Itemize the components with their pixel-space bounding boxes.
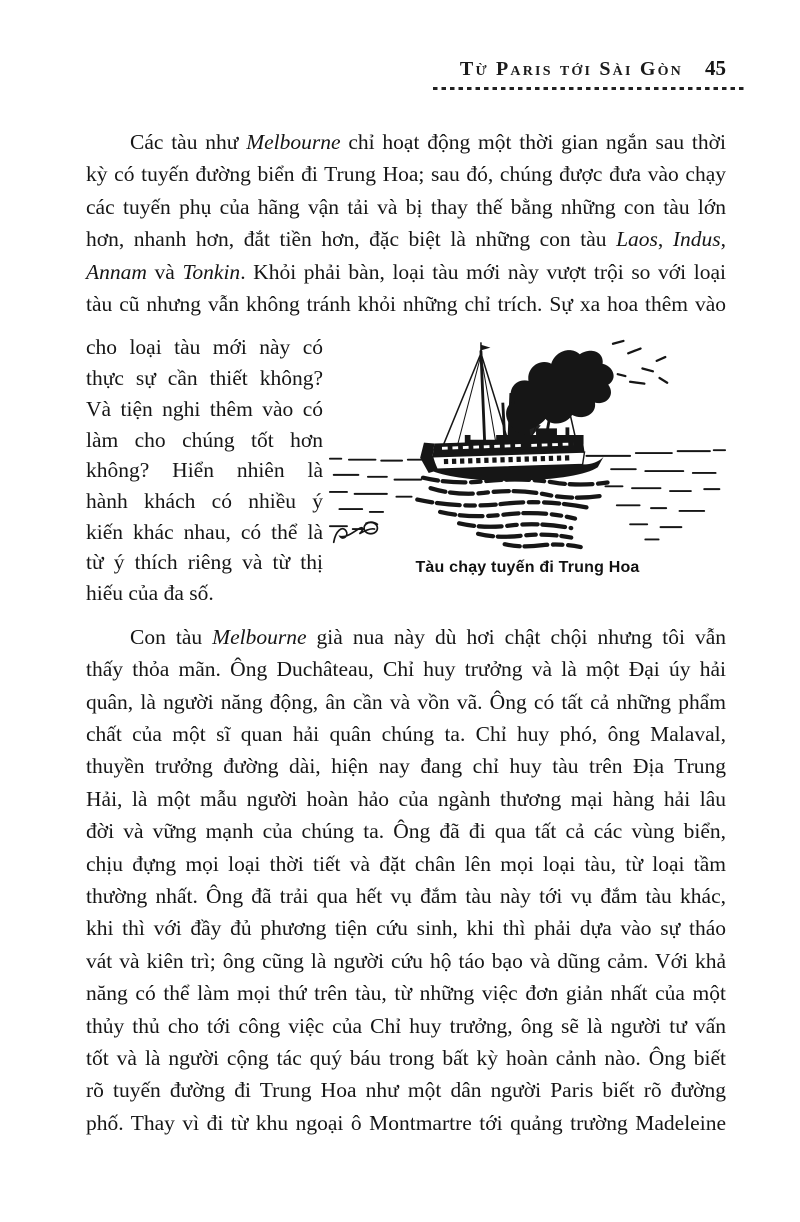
paragraph-1-wrap-column <box>86 332 323 608</box>
text-line: không? Hiển nhiên là <box>86 458 323 483</box>
fore-mast <box>442 343 509 448</box>
text-line: quân, là người năng động, ân cần và vồn vã. Ông có tất cả những phẩm <box>86 689 726 714</box>
text-line: cho loại tàu mới này có <box>86 335 323 360</box>
text-line: Và tiện nghi thêm vào có <box>86 396 323 421</box>
paragraph-2 <box>86 621 726 1140</box>
text-wrap-section <box>86 332 726 608</box>
text-line: đời và vững mạnh của chúng ta. Ông đã đi qua tất cả các vùng biển, <box>86 819 726 844</box>
text-line: phố. Thay vì đi từ khu ngoại ô Montmartre tới quảng trường Madeleine <box>86 1110 726 1135</box>
text-line: tàu cũ nhưng vẫn không tránh khỏi những chỉ trích. Sự xa hoa thêm vào <box>86 292 726 317</box>
steamship-illustration <box>328 332 727 556</box>
paragraph-1 <box>86 126 726 320</box>
text-line: hiếu của đa số. <box>86 581 214 606</box>
text-line: Các tàu như Melbourne chỉ hoạt động một thời gian ngắn sau thời <box>130 130 726 154</box>
artist-signature <box>334 523 378 543</box>
text-line: các tuyến phụ của hãng vận tải và bị thay thế bằng những con tàu lớn <box>86 194 726 219</box>
text-line: thường nhất. Ông đã trải qua hết vụ đắm tàu này tới vụ đắm tàu khác, <box>86 884 726 909</box>
text-line: kiến khác nhau, có thể là <box>86 519 323 544</box>
ship-figure <box>323 332 727 577</box>
text-line: khi thì với đầy đủ phương tiện cứu sinh, khi thì phải dựa vào sự tháo <box>86 916 726 941</box>
text-line: vát và kiên trì; ông cũng là người cứu hộ táo bạo và dũng cảm. Với khả <box>86 948 726 973</box>
text-line: thực sự cần thiết không? <box>86 366 323 391</box>
text-line: Annam và Tonkin. Khỏi phải bàn, loại tàu mới này vượt trội so với loại <box>86 259 726 284</box>
figure-caption: Tàu chạy tuyến đi Trung Hoa <box>415 559 640 577</box>
text-line: rõ tuyến đường đi Trung Hoa như một dân người Paris biết rõ đường <box>86 1078 726 1103</box>
running-header <box>86 0 726 88</box>
text-line: kỳ có tuyến đường biển đi Trung Hoa; sau đó, chúng được đưa vào chạy <box>86 162 726 187</box>
text-line: thủy thủ cho tới công việc của Chỉ huy trưởng, ông sẽ là người tư vấn <box>86 1013 726 1038</box>
text-line: hơn, nhanh hơn, đắt tiền hơn, đặc biệt là những con tàu Laos, Indus, <box>86 227 726 252</box>
text-line: Hải, là một mẫu người hoàn hảo của ngành thương mại hàng hải lâu <box>86 786 726 811</box>
smoke <box>506 341 667 437</box>
text-line: chịu đựng mọi loại thời tiết và đặt chân lên mọi loại tàu, từ loại tầm <box>86 851 726 876</box>
water-reflections <box>330 470 720 548</box>
text-line: làm cho chúng tốt hơn <box>86 427 323 452</box>
text-line: hành khách có nhiều ý <box>86 488 323 513</box>
header-title: Từ Paris tới Sài Gòn <box>459 58 683 80</box>
header-dashed-rule <box>433 87 745 90</box>
text-line: Con tàu Melbourne già nua này dù hơi chật chội nhưng tôi vẫn <box>130 624 726 649</box>
page-content <box>86 0 726 1139</box>
text-line: chất của một sĩ quan hải quân chúng ta. Chỉ huy phó, ông Malaval, <box>86 721 726 746</box>
hull <box>420 439 603 481</box>
text-line: năng có thể làm mọi thứ trên tàu, từ những việc đơn giản nhất của một <box>86 981 726 1006</box>
text-line: từ ý thích riêng và từ thị <box>86 550 323 575</box>
text-line: tốt và là người cộng tác quý báu trong bất kỳ hoàn cảnh nào. Ông biết <box>86 1046 726 1071</box>
page-number: 45 <box>705 56 726 80</box>
text-line: thuyền trưởng đường dài, hiện nay đang chỉ huy tàu trên Địa Trung <box>86 754 726 779</box>
text-line: thấy thỏa mãn. Ông Duchâteau, Chỉ huy trưởng và là một Đại úy hải <box>86 657 726 682</box>
